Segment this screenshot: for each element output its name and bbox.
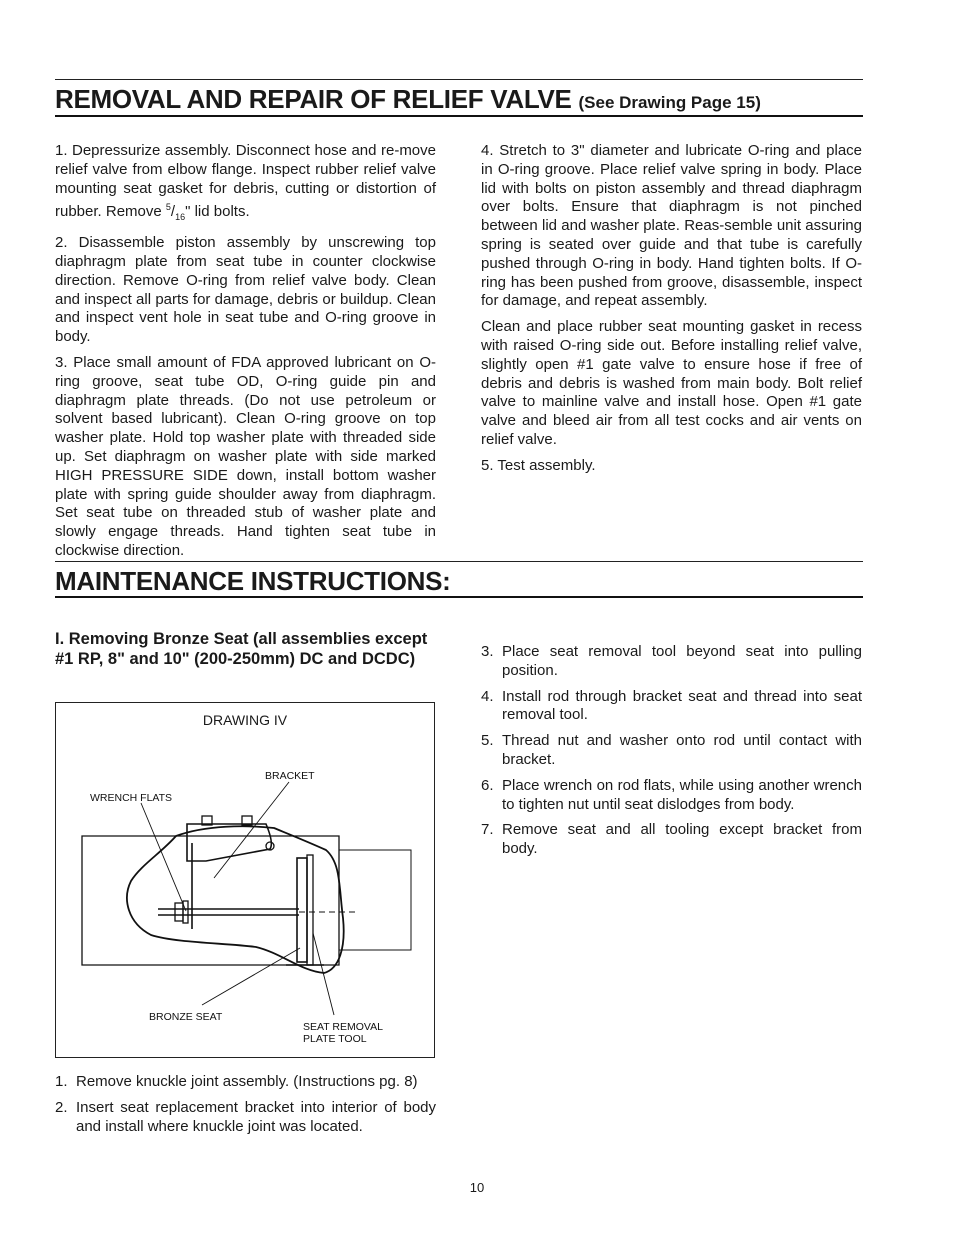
step-5-paragraph: 5. Test assembly. <box>481 456 596 474</box>
step-text: Remove seat and all tooling except bracket from body. <box>502 821 862 858</box>
bronze-seat-shape <box>307 855 313 965</box>
label-bronze-seat: BRONZE SEAT <box>149 1011 223 1023</box>
step-number: 3. <box>481 643 494 660</box>
drawing-iv-figure <box>55 702 435 1058</box>
label-plate-tool: PLATE TOOL <box>303 1033 367 1045</box>
section-title-maintenance: MAINTENANCE INSTRUCTIONS: <box>55 566 451 596</box>
fraction-numerator: 5 <box>165 202 171 213</box>
page-number: 10 <box>469 1180 485 1195</box>
section-title-relief-valve <box>55 84 761 115</box>
step-number: 2. <box>55 1098 68 1116</box>
drawing-illustration <box>56 703 434 1057</box>
section-title-text: REMOVAL AND REPAIR OF RELIEF VALVE <box>55 84 572 114</box>
label-bracket: BRACKET <box>265 770 315 782</box>
nut <box>175 903 183 921</box>
step-number: 4. <box>481 687 494 705</box>
right-step-list <box>481 643 862 859</box>
step-number: 5. <box>481 732 494 750</box>
step-text: Place wrench on rod flats, while using another wrench to tighten nut until seat dislodges from body. <box>502 776 862 813</box>
seat-removal-leader <box>313 933 334 1015</box>
list-item <box>55 1073 436 1092</box>
step-1-paragraph: 1. Depressurize assembly. Disconnect hose and re-move relief valve from elbow flange. Inspect rubber relief valve mounting seat gasket for debris, cutting or distortion of rubber. Remove $^5/_{16}$" lid bolts. <box>55 142 436 223</box>
step-number: 7. <box>481 821 494 839</box>
subheading-removing-bronze-seat: I. Removing Bronze Seat (all assemblies except #1 RP, 8" and 10" (200-250mm) DC and DCDC) <box>55 630 428 668</box>
outlet-pipe <box>339 850 411 950</box>
step-4-paragraph: 4. Stretch to 3" diameter and lubricate O-ring and place in O-ring groove. Place relief valve spring in body. Place lid with bolts on piston assembly and thread diaphragm over bolts. Ensure that diaphragm is not pinched between lid and washer plate. Reas-semble unit assuring spring is seated over guide and that tube is carefully pushed through O-ring in body. Hand tighten bolts. If O-ring has been pushed from groove, disassemble, inspect for damage, and repeat assembly. <box>481 142 862 310</box>
step-text: Insert seat replacement bracket into interior of body and install where knuckle joint was located. <box>76 1098 436 1135</box>
step-text: Thread nut and washer onto rod until contact with bracket. <box>502 732 862 768</box>
step-text: Place seat removal tool beyond seat into pulling position. <box>502 643 862 679</box>
relief-valve-right-column <box>481 142 862 483</box>
gasket-paragraph: Clean and place rubber seat mounting gasket in recess with raised O-ring side out. Before installing relief valve, slightly open #1 gate valve to ensure hose if free of debris and debris is washed from main body. Bolt relief valve to mainline valve and install hose. Open #1 gate valve and bleed air from all test cocks and air vents on relief valve. <box>481 318 862 448</box>
list-item <box>481 643 862 681</box>
fraction-denominator: 16 <box>175 212 186 223</box>
valve-body-outline <box>82 836 339 965</box>
section-subtitle: (See Drawing Page 15) <box>578 93 761 112</box>
label-wrench-flats: WRENCH FLATS <box>90 792 173 804</box>
list-item <box>55 1099 436 1137</box>
bronze-seat-left-steps <box>55 1073 436 1143</box>
step-number: 1. <box>55 1073 68 1090</box>
section1-underline <box>55 115 863 117</box>
section2-top-rule <box>55 561 863 562</box>
bronze-seat-leader <box>202 948 300 1005</box>
relief-valve-left-column <box>55 142 436 568</box>
section2-underline <box>55 596 863 598</box>
drawing-caption: DRAWING IV <box>202 712 288 728</box>
step-1-text-end: " lid bolts. <box>185 203 250 221</box>
list-item <box>481 777 862 815</box>
list-item <box>481 821 862 859</box>
wrench-flats-leader <box>141 803 186 911</box>
washer <box>183 901 188 923</box>
step-1-text: 1. Depressurize assembly. Disconnect hose and re-move relief valve from elbow flange. Inspect rubber relief valve mounting seat gasket for debris, cutting or distortion of rubber. Remove <box>55 142 436 221</box>
seat-removal-plate <box>297 858 307 962</box>
step-text: Install rod through bracket seat and thread into seat removal tool. <box>502 687 862 724</box>
top-rule <box>55 79 863 80</box>
list-item <box>481 688 862 726</box>
step-text: Remove knuckle joint assembly. (Instructions pg. 8) <box>76 1073 418 1090</box>
step-number: 6. <box>481 776 494 794</box>
bronze-seat-right-steps <box>481 643 862 866</box>
left-step-list <box>55 1073 436 1136</box>
list-item <box>481 732 862 770</box>
step-2-paragraph: 2. Disassemble piston assembly by unscrewing top diaphragm plate from seat tube in counter clockwise direction. Remove O-ring from relief valve body. Clean and inspect all parts for damage, debris or buildup. Clean and inspect vent hole in seat tube and O-ring groove in body. <box>55 234 436 346</box>
step-3-paragraph: 3. Place small amount of FDA approved lubricant on O-ring groove, seat tube OD, O-ring guide pin and diaphragm plate threads. (Do not use petroleum or solvent based lubricant). Clean O-ring groove on top washer plate. Hold top washer plate with threaded side up. Set diaphragm on washer plate with side marked HIGH PRESSURE SIDE down, install bottom washer plate with spring guide shoulder away from diaphragm. Set seat tube on threaded stub of washer plate and slowly engage threads. Hand tighten seat tube in clockwise direction. <box>55 353 436 559</box>
label-seat-removal: SEAT REMOVAL <box>303 1021 383 1033</box>
